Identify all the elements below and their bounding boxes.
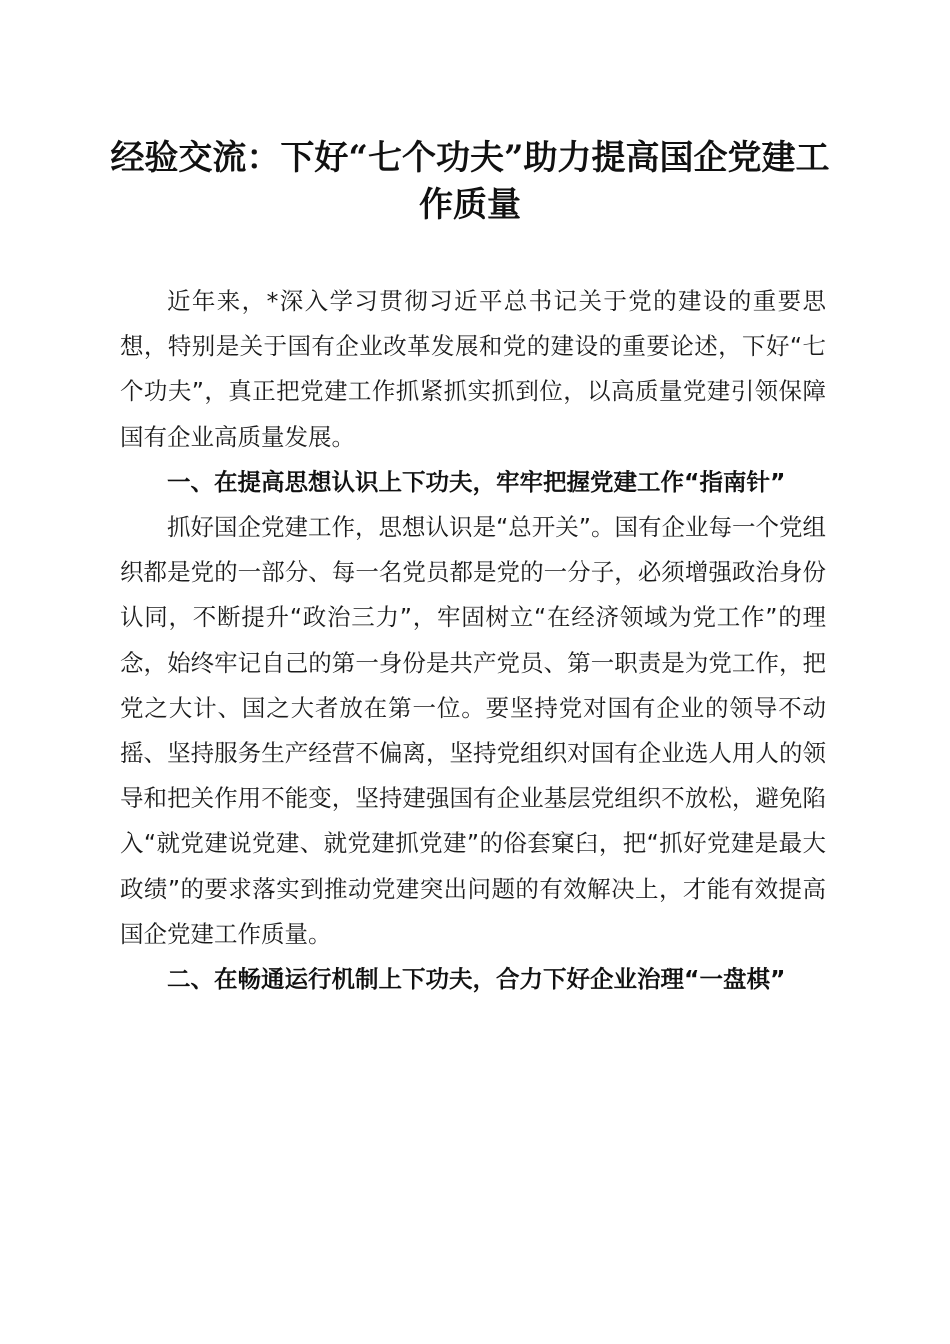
- section-body-1: 抓好国企党建工作，思想认识是“总开关”。国有企业每一个党组织都是党的一部分、每一名党员都是党的一分子，必须增强政治身份认同，不断提升“政治三力”，牢固树立“在经济领域为党工作”的理念，始终牢记自己的第一身份是共产党员、第一职责是为党工作，把党之大计、国之大者放在第一位。要坚持党对国有企业的领导不动摇、坚持服务生产经营不偏离，坚持党组织对国有企业选人用人的领导和把关作用不能变，坚持建强国有企业基层党组织不放松，避免陷入“就党建说党建、就党建抓党建”的俗套窠臼，把“抓好党建是最大政绩”的要求落实到推动党建突出问题的有效解决上，才能有效提高国企党建工作质量。: [120, 513, 826, 948]
- document-body: [120, 279, 826, 1002]
- page-title: 经验交流：下好“七个功夫”助力提高国企党建工作质量: [110, 138, 830, 225]
- intro-paragraph: 近年来，*深入学习贯彻习近平总书记关于党的建设的重要思想，特别是关于国有企业改革发展和党的建设的重要论述，下好“七个功夫”，真正把党建工作抓紧抓实抓到位，以高质量党建引领保障国有企业高质量发展。: [120, 287, 826, 451]
- section-heading-1: 一、在提高思想认识上下功夫，牢牢把握党建工作“指南针”: [167, 467, 786, 496]
- section-heading-2: 二、在畅通运行机制上下功夫，合力下好企业治理“一盘棋”: [167, 965, 786, 994]
